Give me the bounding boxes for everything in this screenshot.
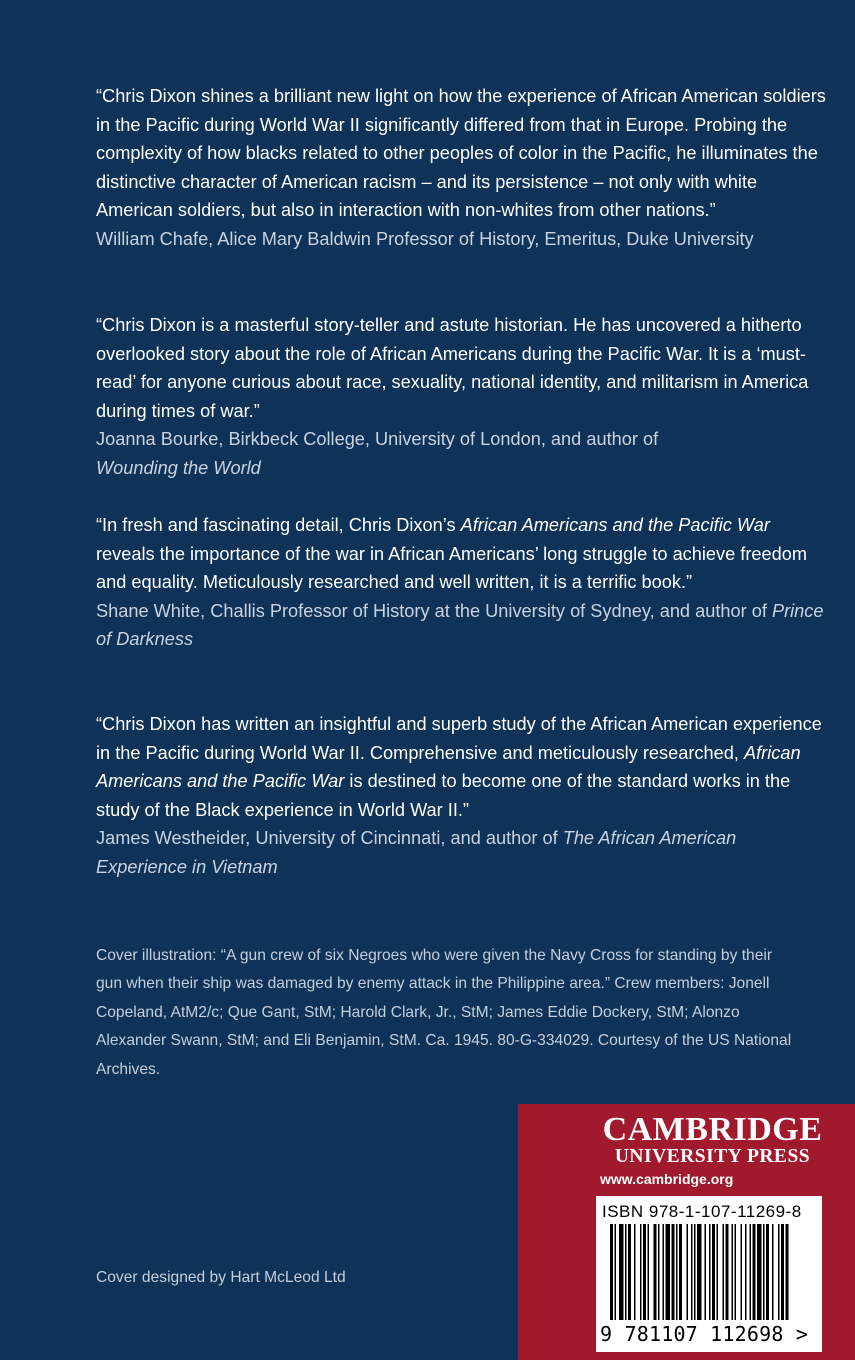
review-quote-3 xyxy=(96,511,831,654)
book-title: African Americans and the Pacific War xyxy=(96,742,801,792)
review-quote-2 xyxy=(96,311,831,483)
review-text-part: reveals the importance of the war in African Americans’ long struggle to achieve freedom and equality. Meticulously researched and well written, it is a terrific book.” xyxy=(96,543,808,593)
review-quote-1 xyxy=(96,82,831,254)
publisher-block xyxy=(518,1104,855,1360)
cover-illustration-credit: Cover illustration: “A gun crew of six Negroes who were given the Navy Cross for standing by their gun when their ship was damaged by enemy attack in the Philippine area.” Crew members: Jonell Copeland, AtM2/c; Que Gant, StM; Harold Clark, Jr., StM; James Eddie Dockery, StM; Alonzo Alexander Swann, StM; and Eli Benjamin, StM. Ca. 1945. 80-G-334029. Courtesy of the US National Archives. xyxy=(96,947,792,1078)
review-text xyxy=(96,710,831,824)
review-text-part: “In fresh and fascinating detail, Chris Dixon’s xyxy=(96,515,461,535)
review-attribution xyxy=(96,824,831,881)
review-quote-4 xyxy=(96,710,831,882)
reviewer-book-title: Wounding the World xyxy=(96,457,261,478)
review-text-part: is destined to become one of the standard works in the study of the Black experience in World War II.” xyxy=(96,771,791,820)
reviewer-name: James Westheider, University of Cincinnati, and author of xyxy=(96,828,563,849)
review-attribution xyxy=(96,597,831,654)
barcode-bars xyxy=(596,1224,822,1324)
review-text: “Chris Dixon shines a brilliant new light on how the experience of African American soldiers in the Pacific during World War II significantly differed from that in Europe. Probing the complexity of how blacks related to other peoples of color in the Pacific, he illuminates the distinctive character of American racism – and its persistence – not only with white American soldiers, but also in interaction with non-whites from other nations.” xyxy=(96,86,826,221)
ean-digits: 9 781107 112698 > xyxy=(600,1322,809,1346)
book-title: African Americans and the Pacific War xyxy=(460,515,770,535)
review-text: “Chris Dixon is a masterful story-teller and astute historian. He has uncovered a hitherto overlooked story about the role of African Americans during the Pacific War. It is a ‘must-read’ for anyone curious about race, sexuality, national identity, and militarism in America during times of war.” xyxy=(96,315,809,421)
review-attribution xyxy=(96,425,831,482)
reviewer-book-title: Prince of Darkness xyxy=(96,600,824,650)
review-text-part: “Chris Dixon has written an insightful and superb study of the African American experience in the Pacific during World War II. Comprehensive and meticulously researched, xyxy=(96,714,822,763)
isbn-label: ISBN 978-1-107-11269-8 xyxy=(602,1202,802,1221)
review-attribution: William Chafe, Alice Mary Baldwin Professor of History, Emeritus, Duke University xyxy=(96,228,754,249)
publisher-logo-subname: UNIVERSITY PRESS xyxy=(614,1146,811,1167)
isbn-barcode xyxy=(596,1196,822,1352)
publisher-logo-name: CAMBRIDGE xyxy=(602,1111,823,1148)
reviewer-name: Joanna Bourke, Birkbeck College, University of London, and author of xyxy=(96,429,659,450)
reviewer-book-title: The African American Experience in Vietnam xyxy=(96,828,737,877)
review-text xyxy=(96,511,831,597)
reviewer-name: Shane White, Challis Professor of History at the University of Sydney, and author of xyxy=(96,600,772,621)
publisher-url: www.cambridge.org xyxy=(600,1171,734,1187)
cover-designer-credit: Cover designed by Hart McLeod Ltd xyxy=(96,1269,346,1286)
